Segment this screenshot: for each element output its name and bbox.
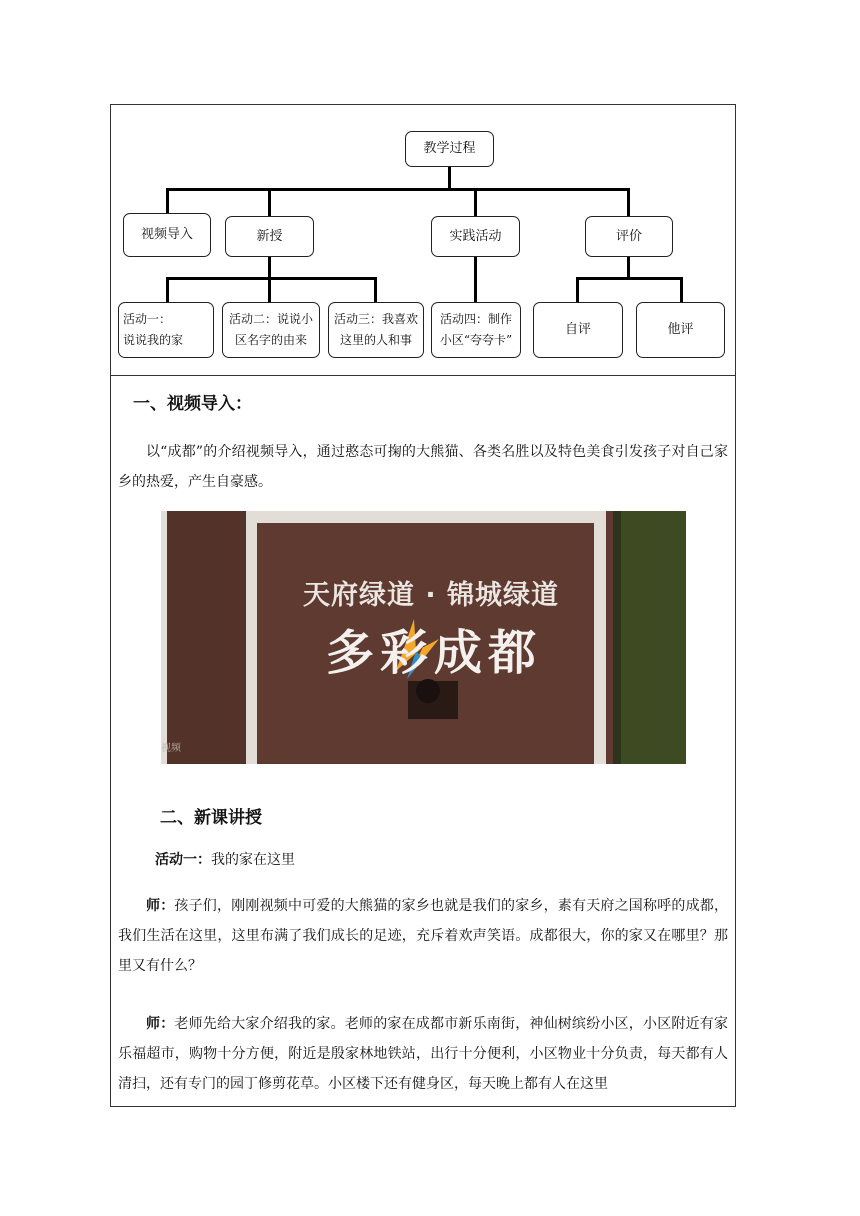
- node-video-intro: 视频导入: [123, 213, 211, 257]
- video-thumbnail[interactable]: [161, 511, 686, 764]
- connector: [166, 277, 169, 302]
- connector: [680, 277, 683, 302]
- connector: [268, 277, 271, 302]
- connector: [166, 277, 377, 280]
- node-practice: 实践活动: [431, 216, 520, 257]
- activity-title: 我的家在这里: [211, 852, 295, 868]
- activity-label: 活动一：: [155, 852, 211, 868]
- node-activity-2: 活动二：说说小区名字的由来: [222, 302, 320, 358]
- node-root: 教学过程: [405, 131, 494, 167]
- speaker-label: 师：: [146, 1016, 175, 1032]
- connector: [268, 257, 271, 278]
- video-title-line2: 多彩成都: [325, 625, 542, 681]
- video-watermark: 视频: [161, 743, 181, 754]
- node-peer-eval: 他评: [636, 302, 725, 358]
- teacher-paragraph: [118, 1009, 728, 1099]
- connector: [474, 188, 477, 216]
- node-self-eval: 自评: [533, 302, 623, 358]
- video-title-line1: 天府绿道 · 锦城绿道: [302, 580, 560, 611]
- connector: [166, 188, 630, 191]
- node-activity-1: 活动一： 说说我的家: [118, 302, 214, 358]
- teacher-paragraph: [118, 891, 728, 981]
- connector: [474, 257, 477, 302]
- section-heading: 一、视频导入：: [133, 394, 252, 414]
- node-activity-4: 活动四：制作小区“夸夸卡”: [431, 302, 521, 358]
- connector: [374, 277, 377, 302]
- activity-heading: [155, 849, 295, 869]
- table-divider: [111, 375, 735, 376]
- node-evaluation: 评价: [585, 216, 673, 257]
- speaker-label: 师：: [146, 898, 175, 914]
- section-paragraph: 以“成都”的介绍视频导入，通过憨态可掬的大熊猫、各类名胜以及特色美食引发孩子对自己家乡的热爱，产生自豪感。: [118, 444, 728, 490]
- connector: [627, 257, 630, 278]
- connector: [576, 277, 579, 302]
- connector: [166, 188, 169, 213]
- paragraph-text: 孩子们，刚刚视频中可爱的大熊猫的家乡也就是我们的家乡，素有天府之国称呼的成都，我们生活在这里，这里布满了我们成长的足迹，充斥着欢声笑语。成都很大，你的家又在哪里？那里又有什么？: [118, 898, 729, 974]
- paragraph-text: 老师先给大家介绍我的家。老师的家在成都市新乐南街，神仙树缤纷小区，小区附近有家乐福超市，购物十分方便，附近是殷家林地铁站，出行十分便利，小区物业十分负责，每天都有人清扫，还有专门的园丁修剪花草。小区楼下还有健身区，每天晚上都有人在这里: [118, 1016, 729, 1092]
- section-heading: 二、新课讲授: [160, 808, 262, 828]
- connector: [268, 188, 271, 216]
- connector: [627, 188, 630, 216]
- node-activity-3: 活动三：我喜欢这里的人和事: [328, 302, 424, 358]
- connector: [576, 277, 683, 280]
- connector: [448, 167, 451, 189]
- node-new-lesson: 新授: [225, 216, 314, 257]
